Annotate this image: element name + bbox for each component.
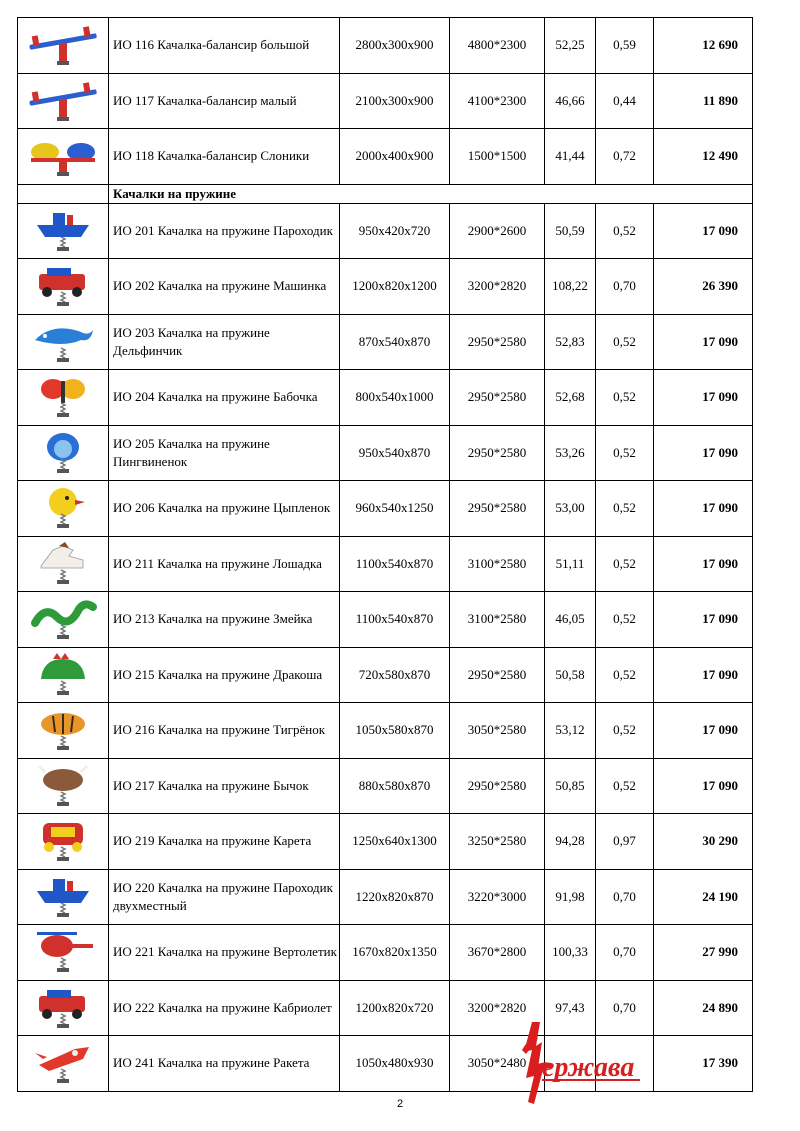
product-name: ИО 204 Качалка на пружине Бабочка <box>109 370 340 426</box>
product-price: 27 990 <box>654 925 753 981</box>
product-weight: 53,26 <box>545 425 596 481</box>
product-volume: 0,72 <box>596 129 654 185</box>
product-size: 2800х300х900 <box>340 18 450 74</box>
product-row <box>18 203 753 259</box>
product-price: 12 490 <box>654 129 753 185</box>
product-name: ИО 221 Качалка на пружине Вертолетик <box>109 925 340 981</box>
product-zone: 3250*2580 <box>450 814 545 870</box>
rocket-icon <box>18 1036 109 1092</box>
product-row <box>18 129 753 185</box>
car-icon <box>18 259 109 315</box>
product-size: 1250х640х1300 <box>340 814 450 870</box>
product-size: 950х540х870 <box>340 425 450 481</box>
product-zone: 2950*2580 <box>450 647 545 703</box>
product-name: ИО 220 Качалка на пружине Пароходик двухместный <box>109 869 340 925</box>
product-name: ИО 211 Качалка на пружине Лошадка <box>109 536 340 592</box>
product-zone: 2950*2580 <box>450 370 545 426</box>
product-price: 17 090 <box>654 703 753 759</box>
product-size: 1200х820х1200 <box>340 259 450 315</box>
section-title: Качалки на пружине <box>109 184 753 203</box>
product-zone: 2900*2600 <box>450 203 545 259</box>
product-weight: 50,59 <box>545 203 596 259</box>
product-volume: 0,52 <box>596 703 654 759</box>
product-price: 17 090 <box>654 425 753 481</box>
product-weight: 41,44 <box>545 129 596 185</box>
product-weight: 50,85 <box>545 758 596 814</box>
product-weight: 108,22 <box>545 259 596 315</box>
product-zone: 2950*2580 <box>450 314 545 370</box>
seesaw-icon <box>18 18 109 74</box>
product-name: ИО 241 Качалка на пружине Ракета <box>109 1036 340 1092</box>
product-size: 1100х540х870 <box>340 536 450 592</box>
product-row <box>18 536 753 592</box>
product-zone: 2950*2580 <box>450 481 545 537</box>
product-row <box>18 592 753 648</box>
double-steamboat-icon <box>18 869 109 925</box>
product-volume: 0,70 <box>596 925 654 981</box>
product-zone: 3670*2800 <box>450 925 545 981</box>
product-volume: 0,52 <box>596 481 654 537</box>
cabriolet-icon <box>18 980 109 1036</box>
product-price: 30 290 <box>654 814 753 870</box>
product-price: 17 090 <box>654 758 753 814</box>
derzhava-logo <box>520 1016 650 1106</box>
product-row <box>18 758 753 814</box>
product-volume: 0,52 <box>596 758 654 814</box>
product-row <box>18 814 753 870</box>
product-price: 17 090 <box>654 314 753 370</box>
product-size: 2100х300х900 <box>340 73 450 129</box>
elephant-seesaw-icon <box>18 129 109 185</box>
product-size: 1220х820х870 <box>340 869 450 925</box>
product-name: ИО 117 Качалка-балансир малый <box>109 73 340 129</box>
product-price: 26 390 <box>654 259 753 315</box>
product-price: 17 090 <box>654 592 753 648</box>
product-price: 17 090 <box>654 370 753 426</box>
product-volume: 0,52 <box>596 647 654 703</box>
snake-icon <box>18 592 109 648</box>
product-size: 720х580х870 <box>340 647 450 703</box>
product-weight: 53,00 <box>545 481 596 537</box>
product-row <box>18 370 753 426</box>
product-weight: 52,83 <box>545 314 596 370</box>
product-size: 880х580х870 <box>340 758 450 814</box>
product-weight: 50,58 <box>545 647 596 703</box>
product-price: 24 190 <box>654 869 753 925</box>
page-number: 2 <box>396 1098 404 1110</box>
penguin-icon <box>18 425 109 481</box>
product-name: ИО 217 Качалка на пружине Бычок <box>109 758 340 814</box>
product-volume: 0,97 <box>596 814 654 870</box>
product-zone: 4100*2300 <box>450 73 545 129</box>
product-name: ИО 222 Качалка на пружине Кабриолет <box>109 980 340 1036</box>
product-price: 17 090 <box>654 536 753 592</box>
product-zone: 4800*2300 <box>450 18 545 74</box>
product-price: 24 890 <box>654 980 753 1036</box>
product-row <box>18 425 753 481</box>
dolphin-icon <box>18 314 109 370</box>
butterfly-icon <box>18 370 109 426</box>
tiger-icon <box>18 703 109 759</box>
product-row <box>18 869 753 925</box>
product-size: 1100х540х870 <box>340 592 450 648</box>
product-name: ИО 205 Качалка на пружине Пингвиненок <box>109 425 340 481</box>
product-size: 950х420х720 <box>340 203 450 259</box>
product-size: 1670х820х1350 <box>340 925 450 981</box>
dragon-icon <box>18 647 109 703</box>
product-zone: 1500*1500 <box>450 129 545 185</box>
product-price: 17 090 <box>654 203 753 259</box>
product-price: 17 090 <box>654 647 753 703</box>
product-name: ИО 213 Качалка на пружине Змейка <box>109 592 340 648</box>
product-row <box>18 647 753 703</box>
product-zone: 3050*2580 <box>450 703 545 759</box>
product-name: ИО 118 Качалка-балансир Слоники <box>109 129 340 185</box>
product-name: ИО 202 Качалка на пружине Машинка <box>109 259 340 315</box>
product-volume: 0,59 <box>596 18 654 74</box>
product-zone: 3220*3000 <box>450 869 545 925</box>
product-name: ИО 203 Качалка на пружине Дельфинчик <box>109 314 340 370</box>
product-row <box>18 18 753 74</box>
carriage-icon <box>18 814 109 870</box>
product-weight: 94,28 <box>545 814 596 870</box>
product-weight: 100,33 <box>545 925 596 981</box>
product-weight: 51,11 <box>545 536 596 592</box>
steamboat-icon <box>18 203 109 259</box>
product-row <box>18 925 753 981</box>
price-table <box>17 17 753 1092</box>
product-zone: 2950*2580 <box>450 758 545 814</box>
product-size: 1200х820х720 <box>340 980 450 1036</box>
helicopter-icon <box>18 925 109 981</box>
product-row <box>18 73 753 129</box>
product-volume: 0,70 <box>596 259 654 315</box>
product-size: 1050х480х930 <box>340 1036 450 1092</box>
product-volume: 0,52 <box>596 314 654 370</box>
chick-icon <box>18 481 109 537</box>
product-weight: 53,12 <box>545 703 596 759</box>
bull-icon <box>18 758 109 814</box>
product-weight: 46,05 <box>545 592 596 648</box>
product-price: 17 390 <box>654 1036 753 1092</box>
product-weight: 52,68 <box>545 370 596 426</box>
product-size: 2000х400х900 <box>340 129 450 185</box>
horse-icon <box>18 536 109 592</box>
product-volume: 0,52 <box>596 592 654 648</box>
product-zone: 2950*2580 <box>450 425 545 481</box>
product-weight: 91,98 <box>545 869 596 925</box>
product-name: ИО 215 Качалка на пружине Дракоша <box>109 647 340 703</box>
product-name: ИО 216 Качалка на пружине Тигрёнок <box>109 703 340 759</box>
product-zone: 3200*2820 <box>450 980 545 1036</box>
product-zone: 3100*2580 <box>450 536 545 592</box>
product-weight: 46,66 <box>545 73 596 129</box>
product-size: 870х540х870 <box>340 314 450 370</box>
product-price: 12 690 <box>654 18 753 74</box>
product-volume: 0,52 <box>596 536 654 592</box>
product-volume: 0,70 <box>596 980 654 1036</box>
product-name: ИО 201 Качалка на пружине Пароходик <box>109 203 340 259</box>
product-size: 1050х580х870 <box>340 703 450 759</box>
product-name: ИО 116 Качалка-балансир большой <box>109 18 340 74</box>
seesaw-icon <box>18 73 109 129</box>
product-name: ИО 206 Качалка на пружине Цыпленок <box>109 481 340 537</box>
product-zone: 3200*2820 <box>450 259 545 315</box>
product-row <box>18 314 753 370</box>
product-volume: 0,44 <box>596 73 654 129</box>
product-row <box>18 703 753 759</box>
product-name: ИО 219 Качалка на пружине Карета <box>109 814 340 870</box>
product-zone: 3100*2580 <box>450 592 545 648</box>
section-row <box>18 184 753 203</box>
product-weight: 52,25 <box>545 18 596 74</box>
product-zone: 3050*2480 <box>450 1036 545 1092</box>
product-weight: 97,43 <box>545 980 596 1036</box>
product-volume: 0,70 <box>596 869 654 925</box>
product-size: 800х540х1000 <box>340 370 450 426</box>
product-price: 17 090 <box>654 481 753 537</box>
product-price: 11 890 <box>654 73 753 129</box>
product-row <box>18 481 753 537</box>
product-size: 960х540х1250 <box>340 481 450 537</box>
product-row <box>18 259 753 315</box>
product-volume: 0,52 <box>596 425 654 481</box>
svg-text:ержава: ержава <box>542 1052 635 1083</box>
product-volume: 0,52 <box>596 203 654 259</box>
product-volume: 0,52 <box>596 370 654 426</box>
